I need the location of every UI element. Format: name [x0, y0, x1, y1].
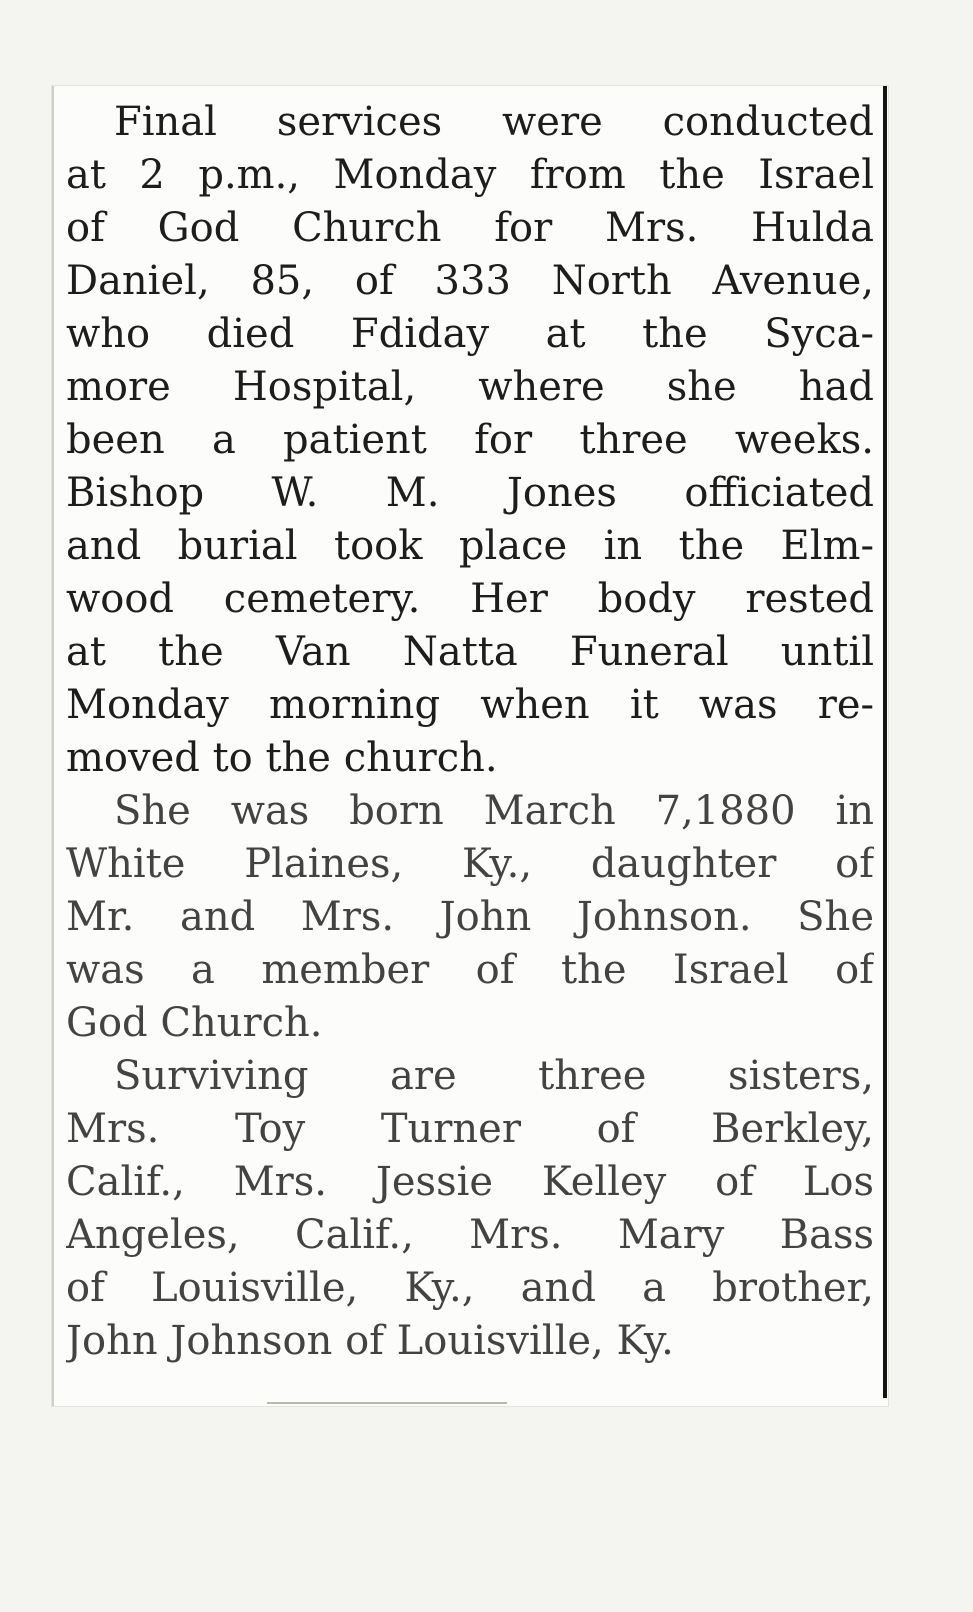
text-line: moved to the church. [66, 735, 498, 781]
text-line: Bishop W. M. Jones officiated [66, 470, 874, 516]
text-line: of God Church for Mrs. Hulda [66, 205, 874, 251]
text-line: White Plaines, Ky., daughter of [66, 841, 874, 887]
paragraph-survivors [66, 1050, 874, 1368]
bottom-rule [267, 1402, 507, 1404]
text-line: at 2 p.m., Monday from the Israel [66, 152, 874, 198]
text-line: Mr. and Mrs. John Johnson. She [66, 894, 874, 940]
text-line: at the Van Natta Funeral until [66, 629, 874, 675]
text-line: Final services were conducted [114, 99, 874, 145]
clipping-left-edge [52, 86, 54, 1406]
text-line: John Johnson of Louisville, Ky. [66, 1318, 674, 1364]
obituary-text [66, 96, 874, 1368]
text-line: of Louisville, Ky., and a brother, [66, 1265, 874, 1311]
text-line: Monday morning when it was re- [66, 682, 874, 728]
text-line: been a patient for three weeks. [66, 417, 874, 463]
text-line: more Hospital, where she had [66, 364, 874, 410]
text-line: Calif., Mrs. Jessie Kelley of Los [66, 1159, 874, 1205]
text-line: She was born March 7,1880 in [114, 788, 874, 834]
text-line: wood cemetery. Her body rested [66, 576, 874, 622]
text-line: Angeles, Calif., Mrs. Mary Bass [66, 1212, 874, 1258]
column-rule [883, 86, 887, 1398]
text-line: God Church. [66, 1000, 323, 1046]
text-line: Daniel, 85, of 333 North Avenue, [66, 258, 874, 304]
text-line: who died Fdiday at the Syca- [66, 311, 874, 357]
text-line: was a member of the Israel of [66, 947, 874, 993]
paragraph-birth [66, 785, 874, 1050]
newspaper-clipping [52, 86, 888, 1406]
paragraph-services [66, 96, 874, 785]
text-line: Mrs. Toy Turner of Berkley, [66, 1106, 874, 1152]
text-line: Surviving are three sisters, [114, 1053, 874, 1099]
text-line: and burial took place in the Elm- [66, 523, 874, 569]
